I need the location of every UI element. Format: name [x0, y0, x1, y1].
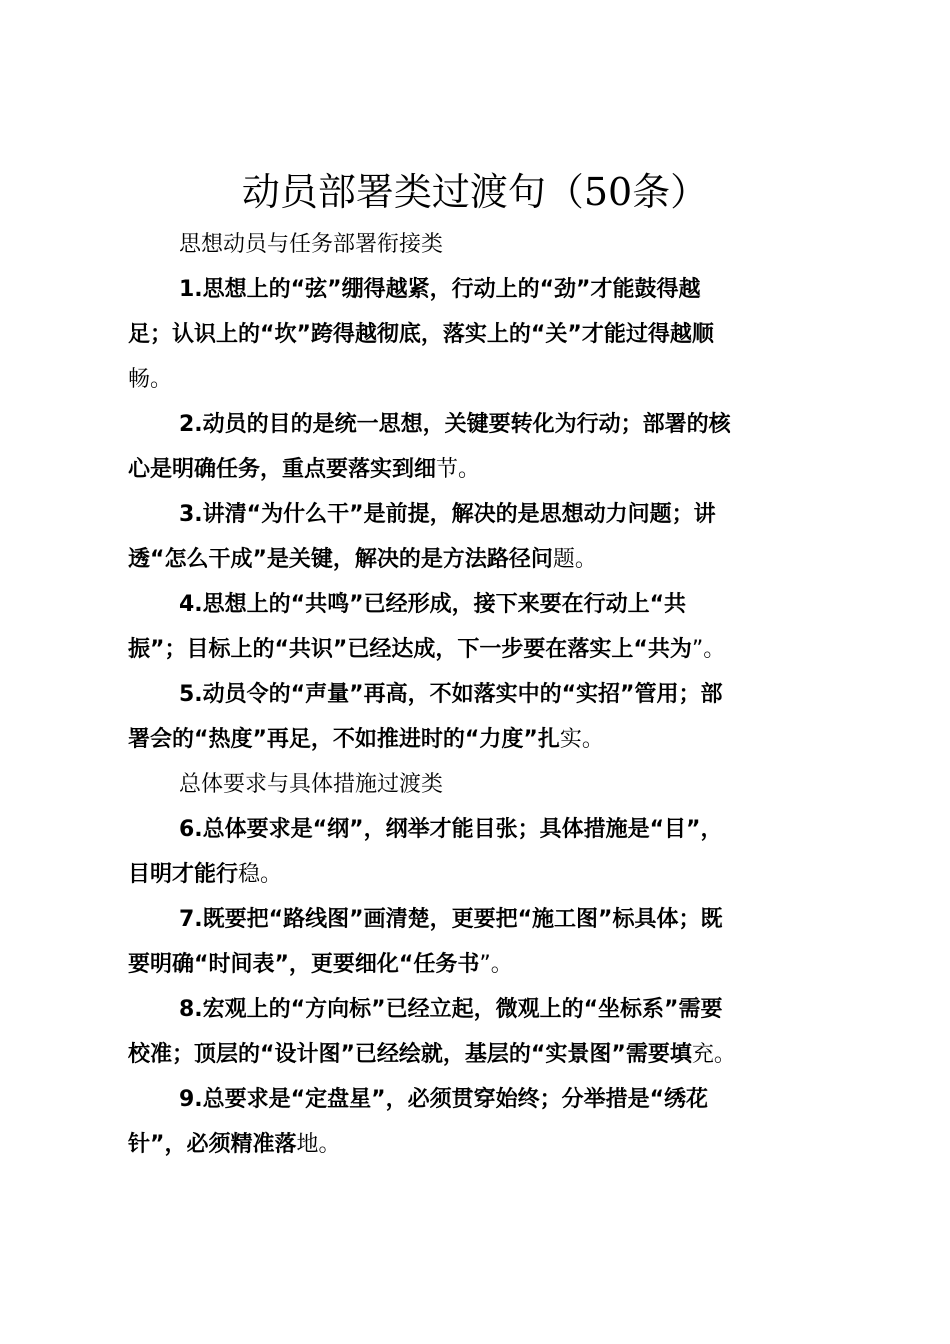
item-line: 署会的“热度”再足，不如推进时的“力度”扎实。 [128, 727, 604, 752]
list-item [128, 672, 828, 762]
document-body [128, 222, 828, 1167]
section-heading: 思想动员与任务部署衔接类 [179, 232, 444, 257]
item-line: 3.讲清“为什么干”是前提，解决的是思想动力问题；讲 [179, 502, 716, 527]
list-item [128, 267, 828, 402]
list-item [128, 1077, 828, 1167]
section [128, 762, 828, 1167]
item-line: 足；认识上的“坎”跨得越彻底，落实上的“关”才能过得越顺 [128, 322, 714, 347]
list-item [128, 492, 828, 582]
item-line: 6.总体要求是“纲”，纲举才能目张；具体措施是“目”， [179, 817, 723, 842]
item-line: 2.动员的目的是统一思想，关键要转化为行动；部署的核 [179, 412, 731, 437]
item-line: 目明才能行稳。 [128, 862, 283, 887]
item-line: 校准；顶层的“设计图”已经绘就，基层的“实景图”需要填充。 [128, 1042, 736, 1067]
list-item [128, 897, 828, 987]
list-item [128, 402, 828, 492]
section [128, 222, 828, 762]
item-line: 1.思想上的“弦”绷得越紧，行动上的“劲”才能鼓得越 [179, 277, 701, 302]
list-item [128, 807, 828, 897]
item-line: 畅。 [128, 367, 173, 392]
item-line: 心是明确任务，重点要落实到细节。 [128, 457, 481, 482]
item-line: 要明确“时间表”，更要细化“任务书”。 [128, 952, 513, 977]
item-line: 透“怎么干成”是关键，解决的是方法路径问题。 [128, 547, 597, 572]
section-heading: 总体要求与具体措施过渡类 [179, 772, 444, 797]
item-line: 7.既要把“路线图”画清楚，更要把“施工图”标具体；既 [179, 907, 723, 932]
item-line: 4.思想上的“共鸣”已经形成，接下来要在行动上“共 [179, 592, 687, 617]
list-item [128, 582, 828, 672]
item-line: 9.总要求是“定盘星”，必须贯穿始终；分举措是“绣花 [179, 1087, 709, 1112]
item-line: 振”；目标上的“共识”已经达成，下一步要在落实上“共为”。 [128, 637, 726, 662]
item-line: 8.宏观上的“方向标”已经立起，微观上的“坐标系”需要 [179, 997, 723, 1022]
item-line: 5.动员令的“声量”再高，不如落实中的“实招”管用；部 [179, 682, 723, 707]
document-title: 动员部署类过渡句（50条） [241, 170, 709, 214]
item-line: 针”，必须精准落地。 [128, 1132, 341, 1157]
list-item [128, 987, 828, 1077]
